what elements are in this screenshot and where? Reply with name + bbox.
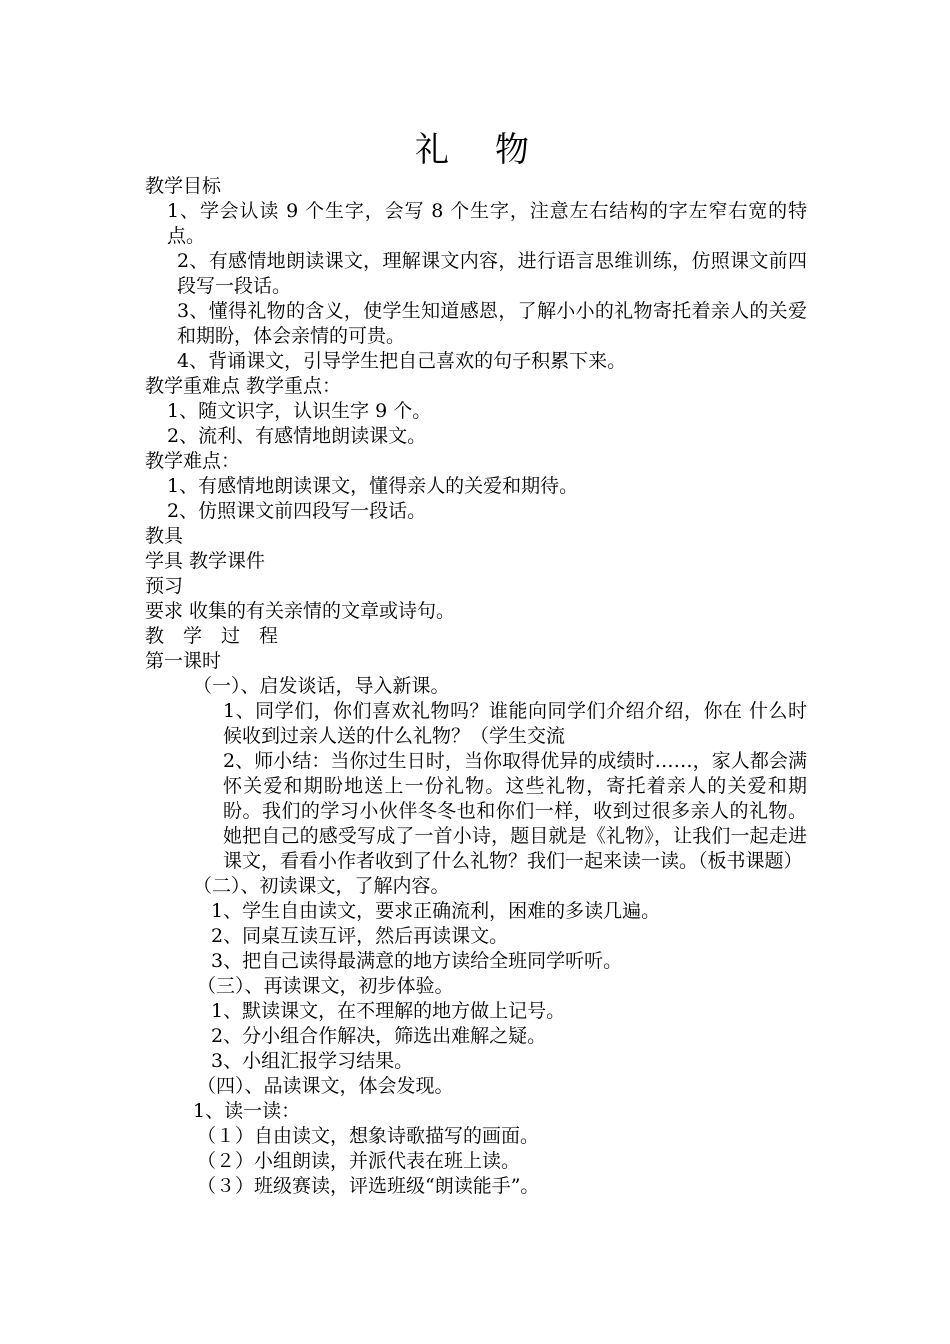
text-line: （三）、再读课文，初步体验。	[197, 975, 454, 997]
text-line: 教学重难点 教学重点：	[145, 375, 342, 397]
text-line: （二）、初读课文，了解内容。	[193, 875, 450, 897]
text-line: 要求 收集的有关亲情的文章或诗句。	[145, 600, 456, 622]
text-line: 3、小组汇报学习结果。	[211, 1050, 414, 1072]
text-line: 1、有感情地朗读课文，懂得亲人的关爱和期待。	[167, 475, 579, 497]
text-line: 1、读一读：	[193, 1100, 301, 1122]
text-line: 1、默读课文，在不理解的地方做上记号。	[211, 1000, 566, 1022]
text-line: 4、背诵课文，引导学生把自己喜欢的句子积累下来。	[177, 350, 627, 372]
text-line: 3、懂得礼物的含义，使学生知道感恩，了解小小的礼物寄托着亲人的关爱和期盼，体会亲情的可贵。	[177, 300, 807, 347]
text-line: 教学难点：	[145, 450, 241, 472]
text-line: 2、流利、有感情地朗读课文。	[167, 425, 427, 447]
text-line: （２）小组朗读，并派代表在班上读。	[197, 1150, 521, 1172]
text-line: 学具 教学课件	[145, 550, 266, 572]
text-line: （３）班级赛读，评选班级“朗读能手”。	[197, 1175, 540, 1197]
text-line: （一）、启发谈话，导入新课。	[193, 675, 450, 697]
document-body	[145, 174, 807, 1199]
text-line: 教学目标	[145, 175, 222, 197]
page-title: 礼 物	[415, 130, 535, 170]
text-line: 2、仿照课文前四段写一段话。	[167, 500, 427, 522]
text-line: （１）自由读文，想象诗歌描写的画面。	[197, 1125, 540, 1147]
text-line: 教 学 过 程	[145, 625, 279, 647]
text-line: 教具	[145, 525, 184, 547]
text-line: 1、同学们，你们喜欢礼物吗？谁能向同学们介绍介绍，你在 什么时候收到过亲人送的什么礼物？（学生交流	[223, 700, 807, 747]
text-line: 2、分小组合作解决，筛选出难解之疑。	[211, 1025, 547, 1047]
text-line: 3、把自己读得最满意的地方读给全班同学听听。	[211, 950, 623, 972]
text-line: 1、随文识字，认识生字 9 个。	[167, 400, 432, 422]
text-line: （四）、品读课文，体会发现。	[197, 1075, 454, 1097]
text-line: 2、师小结：当你过生日时，当你取得优异的成绩时……，家人都会满怀关爱和期盼地送上一份礼物。这些礼物，寄托着亲人的关爱和期盼。我们的学习小伙伴冬冬也和你们一样，收到过很多亲人的礼物。她把自己的感受写成了一首小诗，题目就是《礼物》，让我们一起走进课文，看看小作者收到了什么礼物？我们一起来读一读。（板书课题）	[223, 750, 807, 872]
text-line: 2、有感情地朗读课文，理解课文内容，进行语言思维训练，仿照课文前四段写一段话。	[177, 250, 807, 297]
text-line: 预习	[145, 575, 184, 597]
text-line: 第一课时	[145, 650, 222, 672]
text-line: 1、学会认读 9 个生字，会写 8 个生字，注意左右结构的字左窄右宽的特点。	[167, 200, 807, 247]
text-line: 1、学生自由读文，要求正确流利，困难的多读几遍。	[211, 900, 661, 922]
text-line: 2、同桌互读互评，然后再读课文。	[211, 925, 509, 947]
